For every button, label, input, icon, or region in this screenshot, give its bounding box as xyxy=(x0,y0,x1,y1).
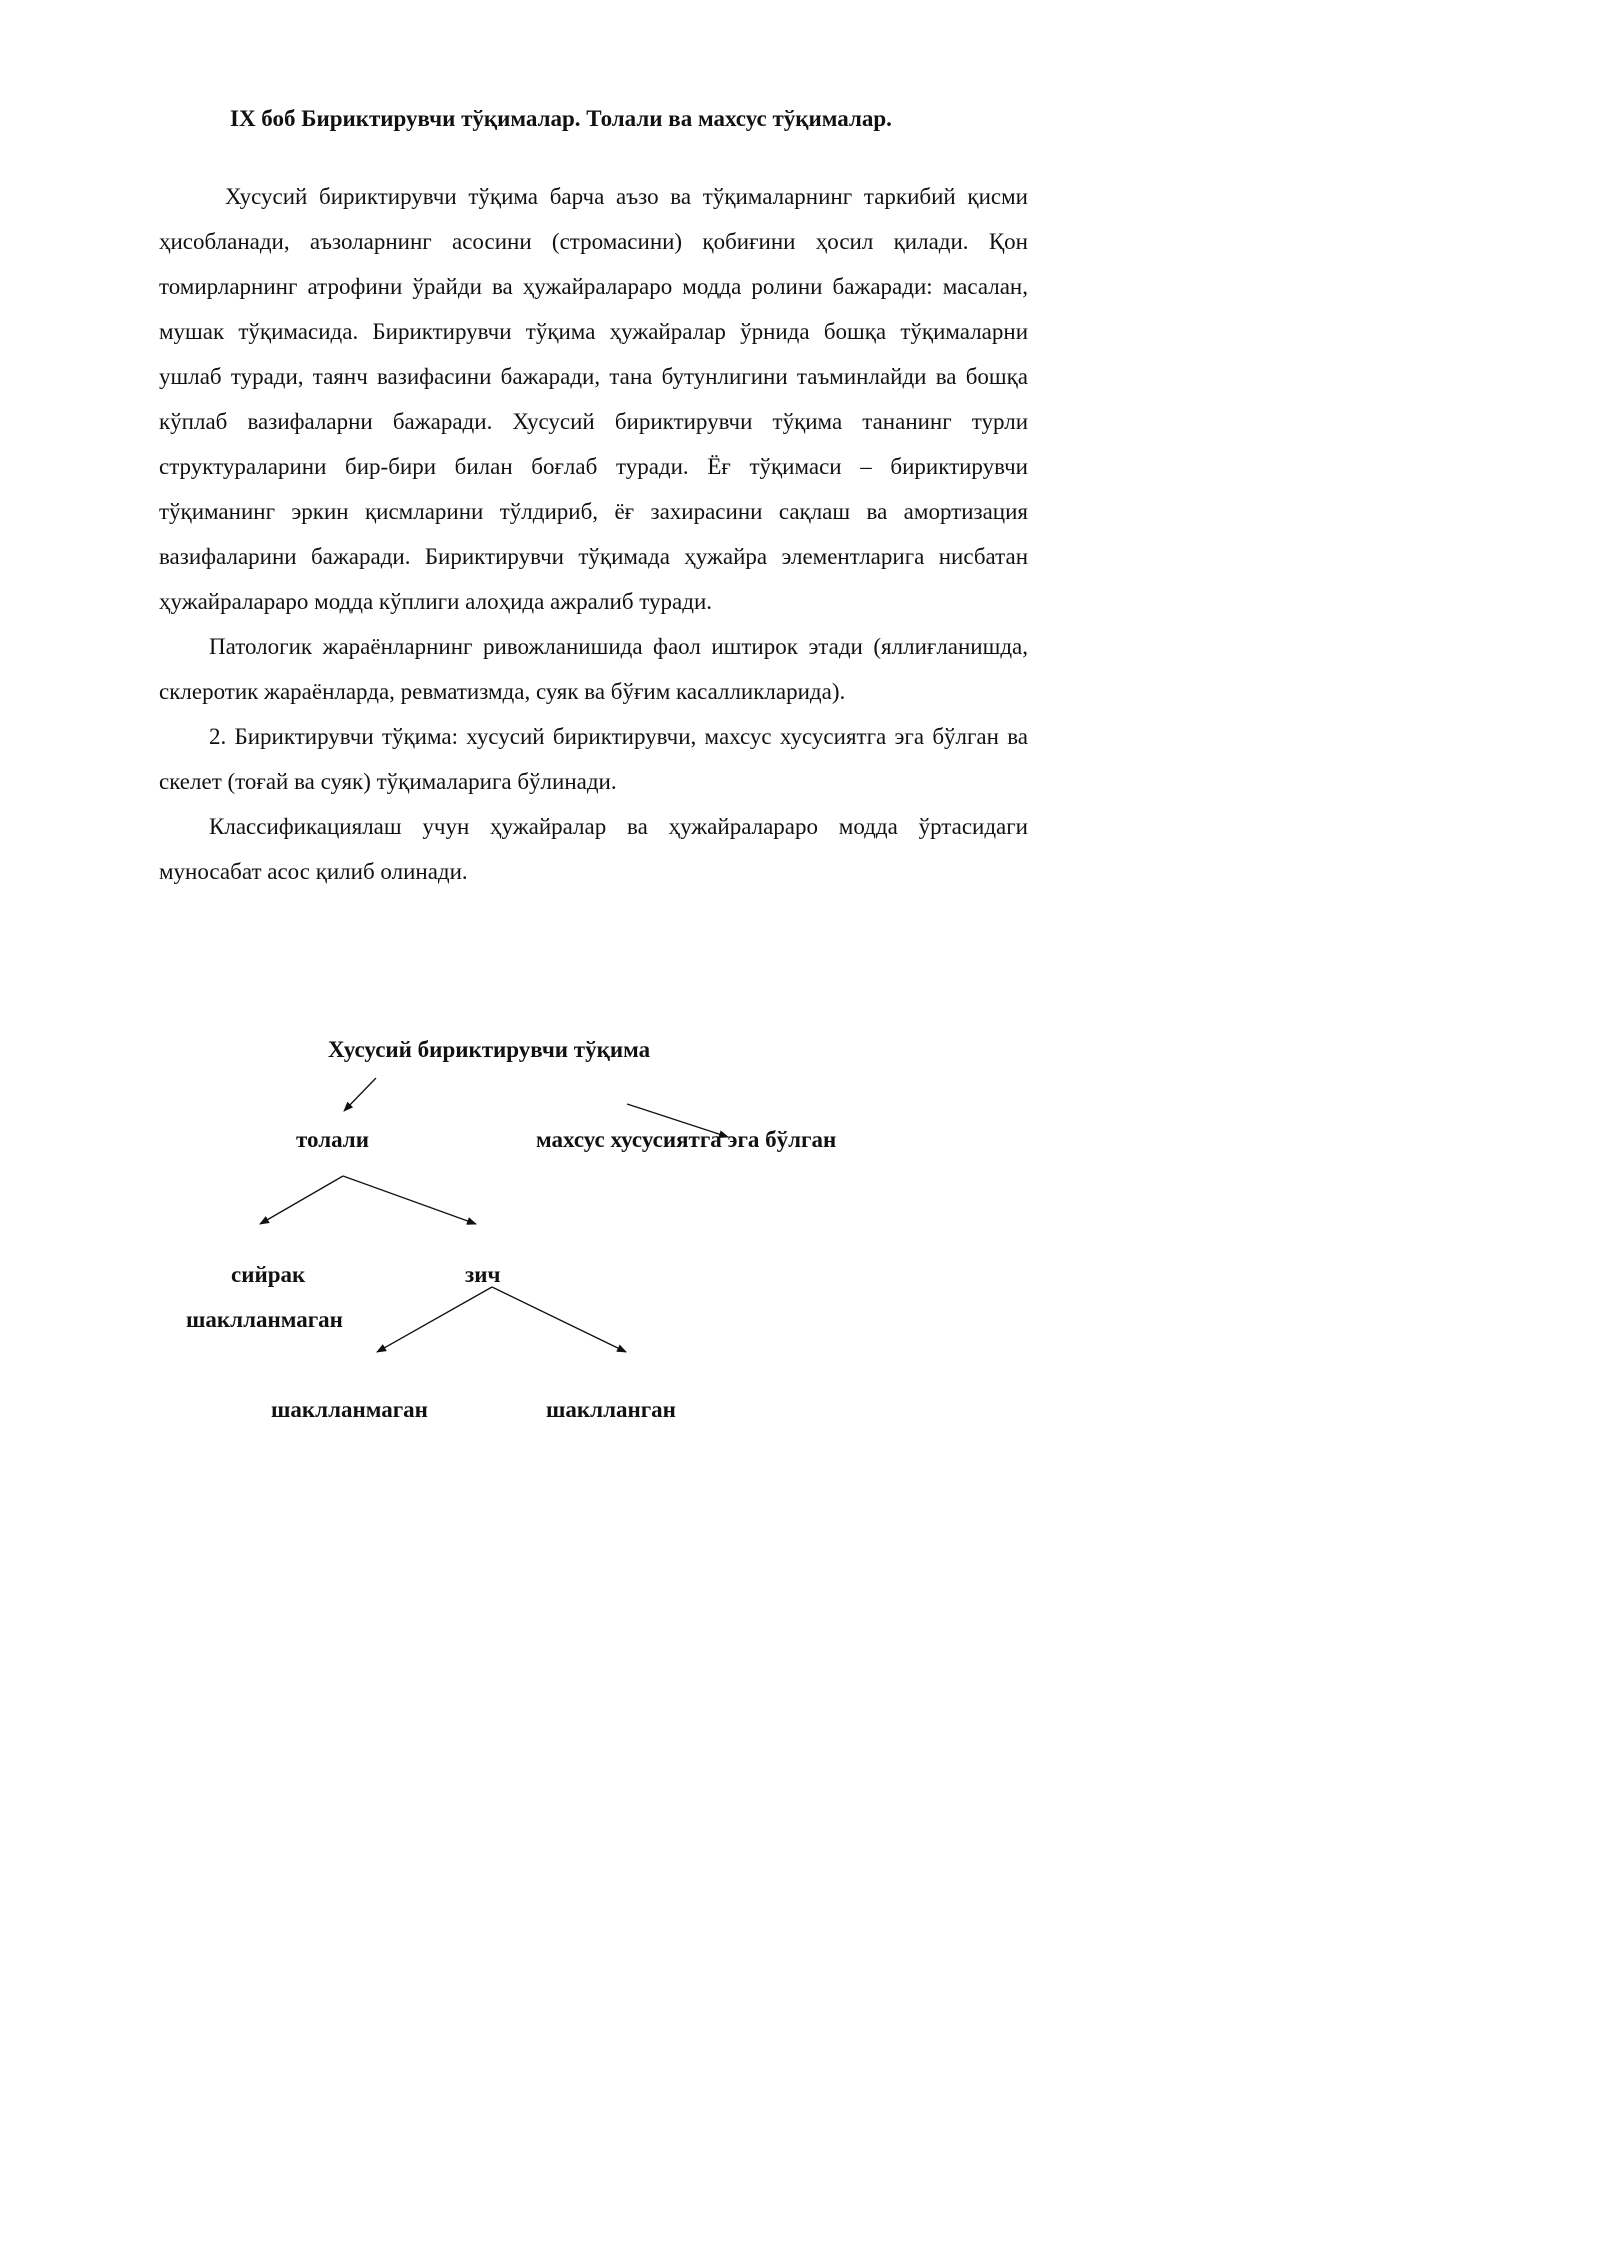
paragraph-intro: Хусусий бириктирувчи тўқима барча аъзо ва тўқималарнинг таркибий қисми ҳисобланади, аъзоларнинг асосини (стромасини) қобиғини ҳосил қилади. Қон томирларнинг атрофини ўрайди ва ҳужайралараро модда ролини бажаради: масалан, мушак тўқимасида. Бириктирувчи тўқима ҳужайралар ўрнида бошқа тўқималарни ушлаб туради, таянч вазифасини бажаради, тана бутунлигини таъминлайди ва бошқа кўплаб вазифаларни бажаради. Хусусий бириктирувчи тўқима тананинг турли структураларини бир-бири билан боғлаб туради. Ёғ тўқимаси – бириктирувчи тўқиманинг эркин қисмларини тўлдириб, ёғ захирасини сақлаш ва амортизация вазифаларини бажаради. Бириктирувчи тўқимада ҳужайра элементларига нисбатан ҳужайралараро модда кўплиги алоҳида ажралиб туради. xyxy=(159,184,1028,614)
classification-diagram-arrows xyxy=(0,0,1116,1578)
diagram-fibrous-node: толали xyxy=(296,1127,369,1152)
paragraph-classification: Классификациялаш учун ҳужайралар ва ҳужайралараро модда ўртасидаги муносабат асос қилиб олинади. xyxy=(159,814,1028,884)
diagram-dense-unformed-node: шаклланмаган xyxy=(271,1397,428,1422)
diagram-special-node: махсус хусусиятга эга бўлган xyxy=(536,1127,837,1152)
paragraph-pathology: Патологик жараёнларнинг ривожланишида фаол иштирок этади (яллиғланишда, склеротик жараёнларда, ревматизмда, суяк ва бўғим касалликларида). xyxy=(159,634,1028,704)
arrow-dense-to-formed xyxy=(492,1287,626,1352)
diagram-dense-node: зич xyxy=(465,1262,501,1287)
arrow-fibrous-to-dense xyxy=(343,1176,476,1224)
diagram-dense-formed-node: шаклланган xyxy=(546,1397,676,1422)
arrow-fibrous-to-loose xyxy=(260,1176,343,1224)
diagram-loose-node: сийрак xyxy=(231,1262,306,1287)
page-title: IX боб Бириктирувчи тўқималар. Толали ва махсус тўқималар. xyxy=(230,106,892,131)
arrow-dense-to-unformed xyxy=(377,1287,492,1352)
paragraph-division: 2. Бириктирувчи тўқима: хусусий бириктирувчи, махсус хусусиятга эга бўлган ва скелет (тоғай ва суяк) тўқималарига бўлинади. xyxy=(159,724,1028,794)
arrow-root-to-fibrous xyxy=(344,1078,376,1111)
diagram-root-node: Хусусий бириктирувчи тўқима xyxy=(328,1037,651,1062)
diagram-loose-sub-node: шаклланмаган xyxy=(186,1307,343,1332)
